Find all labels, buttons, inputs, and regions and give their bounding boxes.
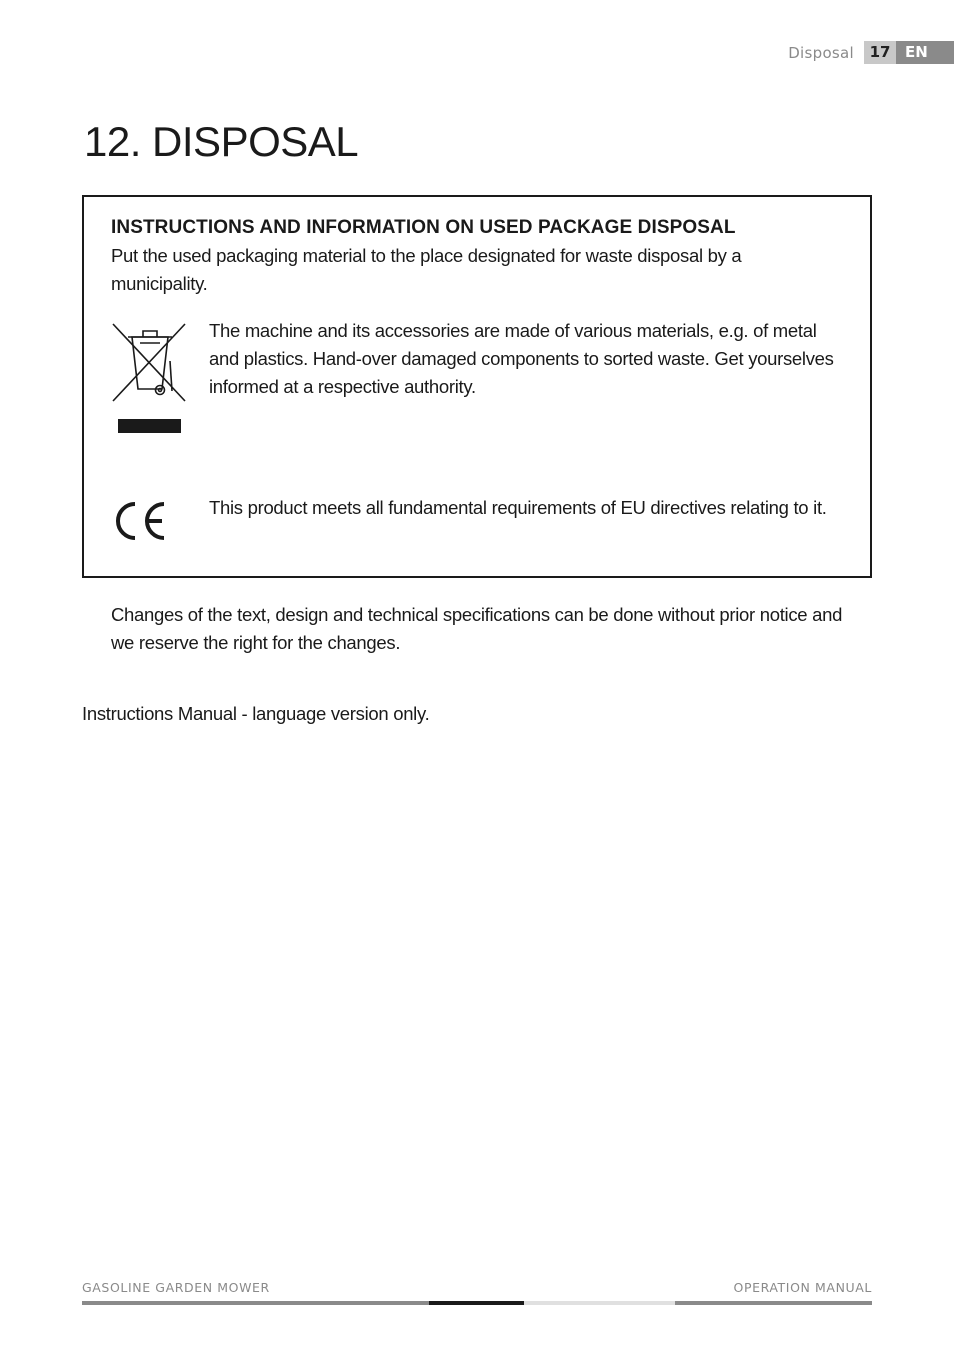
footer-bar-segment-4 (675, 1301, 872, 1305)
changes-note: Changes of the text, design and technical specifications can be done without prior notice and we reserve the right for the changes. (111, 604, 843, 653)
page-header (788, 41, 954, 64)
header-section-name: Disposal (788, 43, 854, 62)
weee-text: The machine and its accessories are made of various materials, e.g. of metal and plastics. Hand-over damaged components to sorted waste. Get yourselves informed at a respective authority. (209, 320, 834, 397)
footer-bar-segment-3 (524, 1301, 675, 1305)
header-language: EN (896, 41, 954, 64)
box-heading: INSTRUCTIONS AND INFORMATION ON USED PACKAGE DISPOSAL (111, 217, 736, 238)
ce-text: This product meets all fundamental requirements of EU directives relating to it. (209, 497, 827, 518)
footer-document-type: OPERATION MANUAL (733, 1280, 872, 1295)
packaging-text: Put the used packaging material to the place designated for waste disposal by a municipality. (111, 245, 742, 294)
language-note: Instructions Manual - language version only. (82, 703, 430, 724)
page-title: 12. DISPOSAL (84, 118, 359, 165)
header-page-number: 17 (864, 41, 896, 64)
disposal-info-box (82, 195, 872, 578)
weee-crossed-bin-icon (110, 321, 190, 435)
footer-bar-segment-1 (82, 1301, 429, 1305)
footer-bar-segment-2 (429, 1301, 524, 1305)
ce-mark-icon (111, 501, 167, 541)
footer-product-name: GASOLINE GARDEN MOWER (82, 1280, 270, 1295)
